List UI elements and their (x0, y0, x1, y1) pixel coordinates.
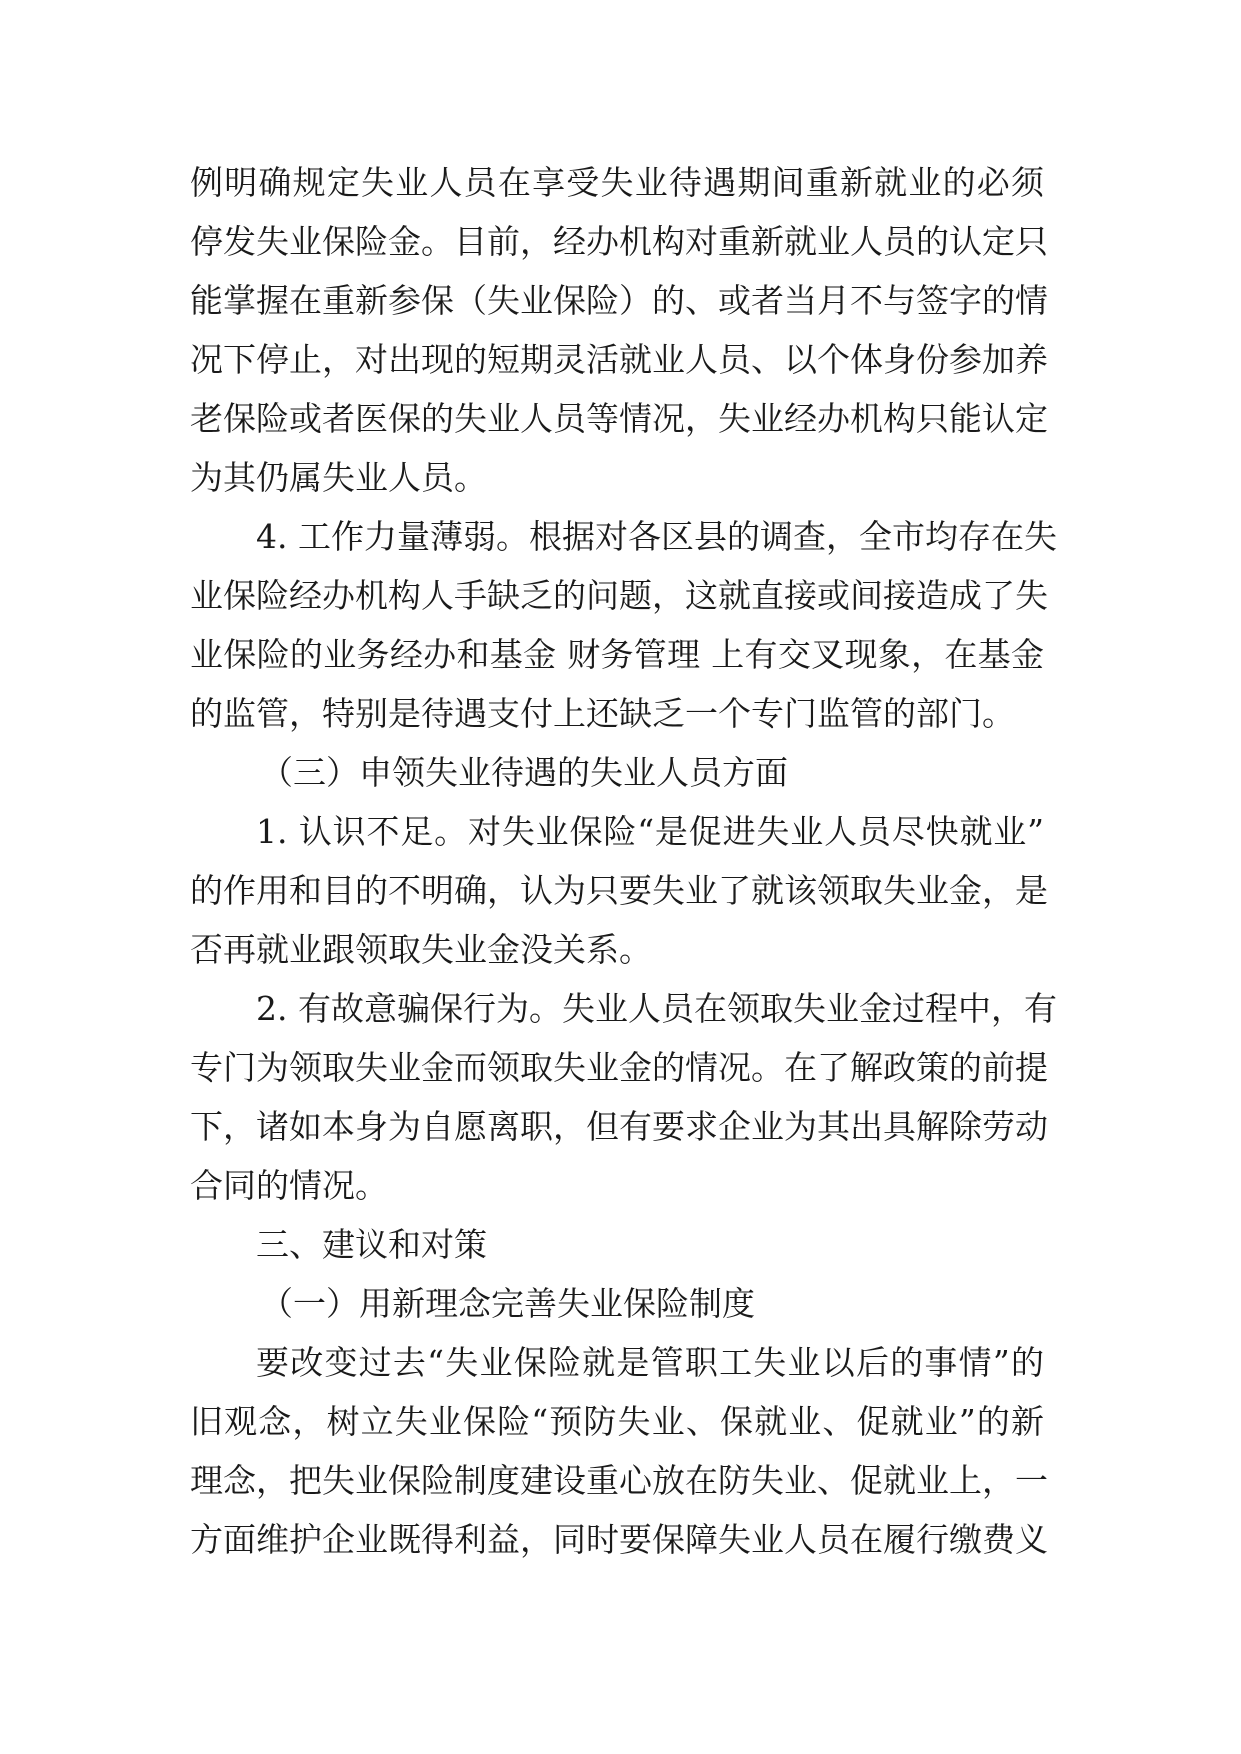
text-line: 要改变过去“失业保险就是管职工失业以后的事情”的 (256, 1343, 1044, 1382)
text-line: 合同的情况。 (190, 1166, 388, 1205)
text-line: 理念，把失业保险制度建设重心放在防失业、促就业上，一 (190, 1461, 1048, 1500)
section-heading: （三）申领失业待遇的失业人员方面 (260, 753, 788, 792)
text-line: 为其仍属失业人员。 (190, 458, 487, 497)
text-line: 的作用和目的不明确，认为只要失业了就该领取失业金，是 (190, 871, 1048, 910)
text-line: 业保险的业务经办和基金 财务管理 上有交叉现象，在基金 (190, 635, 1044, 674)
text-line: 否再就业跟领取失业金没关系。 (190, 930, 652, 969)
text-line: 1. 认识不足。对失业保险“是促进失业人员尽快就业” (256, 812, 1044, 851)
text-line: 业保险经办机构人手缺乏的问题，这就直接或间接造成了失 (190, 576, 1048, 615)
text-line: 的监管，特别是待遇支付上还缺乏一个专门监管的部门。 (190, 694, 1015, 733)
text-line: 2. 有故意骗保行为。失业人员在领取失业金过程中，有 (256, 989, 1057, 1028)
section-heading: （一）用新理念完善失业保险制度 (260, 1284, 755, 1323)
text-line: 方面维护企业既得利益，同时要保障失业人员在履行缴费义 (190, 1520, 1048, 1559)
text-line: 况下停止，对出现的短期灵活就业人员、以个体身份参加养 (190, 340, 1048, 379)
text-line: 例明确规定失业人员在享受失业待遇期间重新就业的必须 (190, 163, 1044, 202)
text-line: 下，诸如本身为自愿离职，但有要求企业为其出具解除劳动 (190, 1107, 1048, 1146)
text-line: 旧观念，树立失业保险“预防失业、保就业、促就业”的新 (190, 1402, 1044, 1441)
text-line: 老保险或者医保的失业人员等情况，失业经办机构只能认定 (190, 399, 1048, 438)
text-line: 4. 工作力量薄弱。根据对各区县的调查，全市均存在失 (256, 517, 1057, 556)
text-line: 专门为领取失业金而领取失业金的情况。在了解政策的前提 (190, 1048, 1048, 1087)
text-line: 能掌握在重新参保（失业保险）的、或者当月不与签字的情 (190, 281, 1048, 320)
text-line: 停发失业保险金。目前，经办机构对重新就业人员的认定只 (190, 222, 1048, 261)
section-heading: 三、建议和对策 (256, 1225, 487, 1264)
